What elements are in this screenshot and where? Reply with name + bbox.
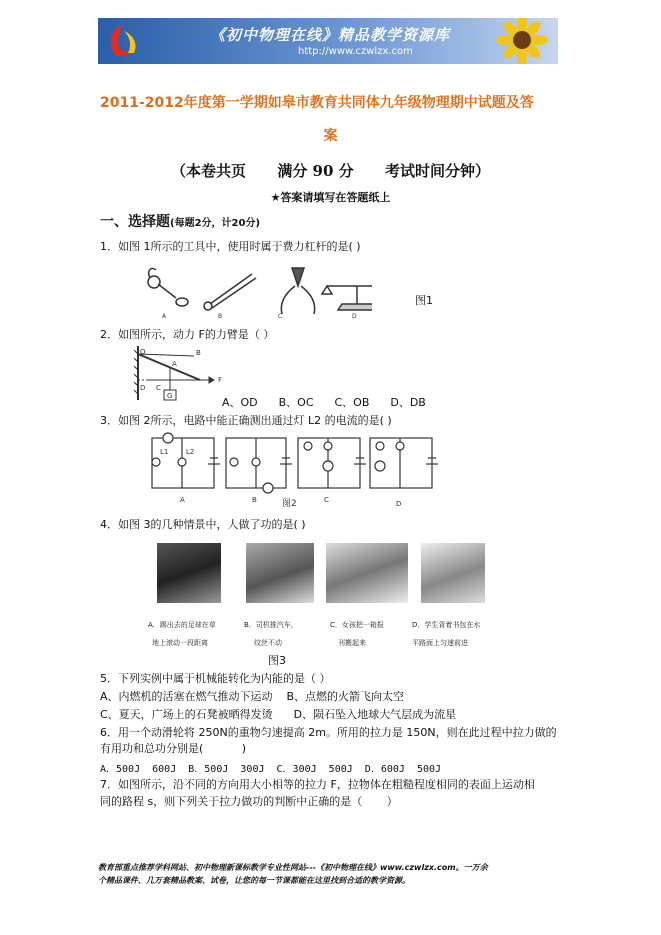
question-6-line1: 6．用一个动滑轮将 250N的重物匀速提高 2m。所用的拉力是 150N，则在此过程中拉力做的 (100, 726, 557, 739)
photo-soccer-ball (157, 543, 221, 603)
question-1: 1．如图 1所示的工具中，使用时属于费力杠杆的是( ) (100, 240, 361, 253)
document-title-line2: 案 (323, 128, 338, 144)
banner-title: 《初中物理在线》精品教学资源库 (210, 26, 451, 44)
q3-lamp-l1-a: L1 (160, 448, 169, 456)
q3-lamp-l2-a: L2 (186, 448, 195, 456)
question-6-line2: 有用功和总功分别是( ) (100, 742, 247, 755)
q3-label-c: C (324, 496, 329, 504)
q3-label-b: B (252, 496, 257, 504)
q2-weight-g: G (167, 392, 173, 400)
q2-point-b: B (196, 349, 201, 357)
document-title-line1: 2011-2012年度第一学期如皋市教育共同体九年级物理期中试题及答 (100, 95, 534, 111)
exam-info: （本卷共页 满分 90 分 考试时间分钟） (171, 162, 490, 180)
photo-backpack-walk (421, 543, 485, 603)
question-4: 4．如图 3的几种情景中，人做了功的是( ) (100, 518, 306, 531)
q2-lever-figure (132, 344, 232, 404)
q5-options-cd: C、夏天，广场上的石凳被晒得发烫 D、陨石坠入地球大气层成为流星 (100, 708, 457, 721)
footer-line1: 教育部重点推荐学科网站、初中物理新课标教学专业性网站---《初中物理在线》www.czwlzx.com。一万余 (98, 863, 488, 872)
q2-point-a: A (172, 360, 177, 368)
q4-caption-b2: 纹丝不动 (254, 639, 282, 647)
header-banner (98, 18, 558, 64)
q1-label-b: B (218, 313, 223, 320)
q2-options: A、OD B、OC C、OB D、DB (222, 396, 426, 409)
q3-label-d: D (396, 500, 402, 508)
question-7-line1: 7．如图所示，沿不同的方向用大小相等的拉力 F，拉物体在粗糙程度相同的表面上运动相 (100, 778, 535, 791)
q3-label-a: A (180, 496, 185, 504)
section-heading (100, 211, 260, 231)
figure-2-label: 图2 (282, 499, 297, 509)
footer-line2: 个精品课件、几万套精品教案、试卷，让您的每一节课都能在这里找到合适的教学资源。 (98, 876, 410, 885)
q6-options: A．500J 600J B．500J 300J C．300J 500J D．600J 500J (100, 764, 442, 775)
q2-point-d: D (140, 384, 146, 392)
question-3: 3．如图 2所示，电路中能正确测出通过灯 L2 的电流的是( ) (100, 414, 392, 427)
q2-force-f: F (218, 376, 223, 384)
section-note: (每题2分，计20分) (170, 218, 261, 229)
q2-point-c: C (156, 384, 161, 392)
photo-push-car (246, 543, 314, 603)
question-7-line2: 同的路程 s，则下列关于拉力做功的判断中正确的是（ ） (100, 795, 398, 808)
section-title: 一、选择题 (100, 214, 170, 230)
q2-point-o: O (140, 348, 146, 356)
q1-label-c: C (278, 313, 283, 320)
sunflower-icon (482, 18, 552, 64)
banner-url[interactable]: http://www.czwlzx.com (298, 46, 413, 57)
site-logo-icon (104, 23, 138, 59)
q4-caption-c2: 刊搬起来 (338, 639, 366, 647)
q5-options-ab: A、内燃机的活塞在燃气推动下运动 B、点燃的火箭飞向太空 (100, 690, 405, 703)
photo-lift-box (326, 543, 408, 603)
q4-caption-d1: D．学生背着书包在水 (412, 621, 481, 629)
q4-caption-c1: C．女孩把一箱报 (330, 621, 384, 629)
q4-caption-a2: 地上滚动一段距离 (152, 639, 208, 647)
q3-circuit-figure (148, 432, 438, 510)
q4-caption-a1: A．踢出去的足球在草 (148, 621, 216, 629)
answer-notice: ★答案请填写在答题纸上 (270, 191, 391, 204)
question-5: 5．下列实例中属于机械能转化为内能的是（ ） (100, 672, 331, 685)
q4-caption-b1: B．司机推汽车， (244, 621, 298, 629)
q1-label-a: A (162, 313, 167, 320)
q4-caption-d2: 平路面上匀速前进 (412, 639, 468, 647)
figure-1-label: 图1 (415, 294, 433, 307)
q1-tools-figure (132, 260, 372, 322)
figure-3-label: 图3 (268, 654, 286, 667)
q1-label-d: D (352, 313, 357, 320)
question-2: 2．如图所示，动力 F的力臂是（ ） (100, 328, 275, 341)
